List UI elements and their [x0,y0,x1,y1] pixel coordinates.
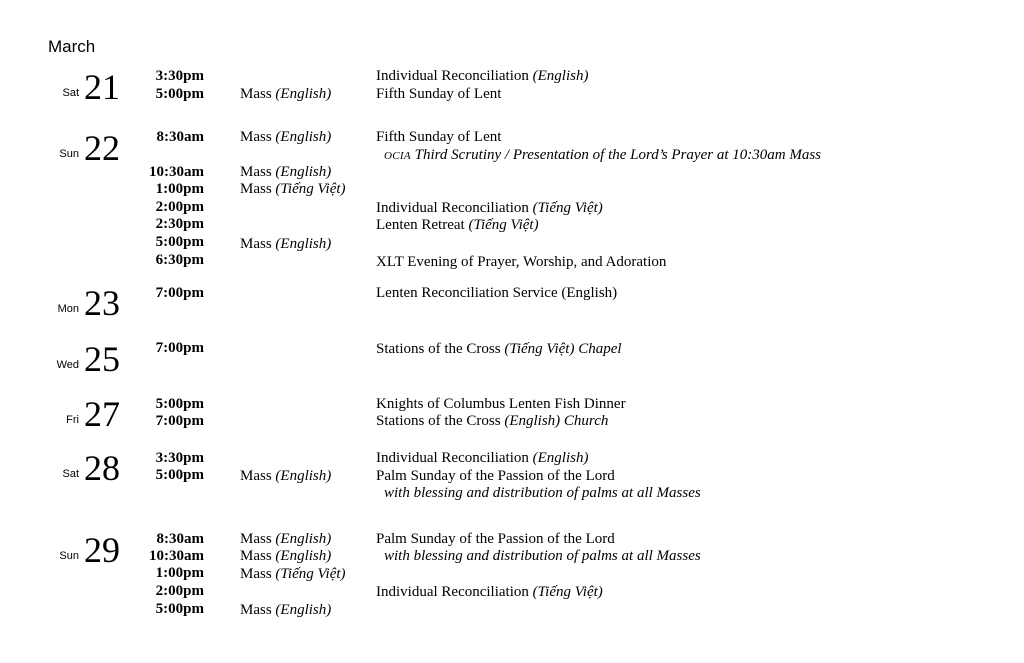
time: 3:30pm [155,68,204,84]
day-number: 21 [84,67,120,107]
mass-english: Mass (English) [240,602,332,618]
time: 2:00pm [155,199,204,215]
event-lenten-reconciliation-service: Lenten Reconciliation Service (English) [376,285,618,301]
event-kofc-fish-dinner: Knights of Columbus Lenten Fish Dinner [376,396,626,412]
mass-english: Mass (English) [240,236,332,252]
time: 7:00pm [155,285,204,301]
event-palm-sunday: Palm Sunday of the Passion of the Lord [376,468,615,484]
event-reconciliation: Individual Reconciliation (Tiếng Việt) [376,584,603,600]
day-number: 27 [84,394,120,434]
time: 10:30am [149,548,204,564]
mass-english: Mass (English) [240,86,332,102]
day-number: 22 [84,128,120,168]
day-number: 29 [84,530,120,570]
day-wed-25 [0,339,122,379]
day-of-week: Sun [59,148,79,160]
event-fifth-sunday: Fifth Sunday of Lent [376,129,502,145]
time: 6:30pm [155,252,204,268]
day-of-week: Wed [56,359,79,371]
day-number: 28 [84,448,120,488]
time: 5:00pm [155,601,204,617]
event-palms-note: with blessing and distribution of palms at all Masses [384,548,701,564]
time: 1:00pm [155,181,204,197]
mass-english: Mass (English) [240,531,332,547]
day-number: 23 [84,283,120,323]
time: 8:30am [156,531,204,547]
time: 5:00pm [155,86,204,102]
month-heading: March [48,37,96,56]
time: 1:00pm [155,565,204,581]
time: 3:30pm [155,450,204,466]
mass-english: Mass (English) [240,468,332,484]
time: 7:00pm [155,340,204,356]
event-stations-english: Stations of the Cross (English) Church [376,413,609,429]
event-reconciliation: Individual Reconciliation (Tiếng Việt) [376,200,603,216]
mass-english: Mass (English) [240,129,332,145]
day-of-week: Mon [57,303,79,315]
mass-vietnamese: Mass (Tiếng Việt) [240,181,346,197]
time: 10:30am [149,164,204,180]
event-reconciliation: Individual Reconciliation (English) [376,450,589,466]
time: 5:00pm [155,467,204,483]
day-fri-27 [0,394,122,434]
day-of-week: Sat [62,87,79,99]
time: 7:00pm [155,413,204,429]
day-sat-21 [0,67,122,107]
event-stations-vietnamese: Stations of the Cross (Tiếng Việt) Chapel [376,341,622,357]
time: 5:00pm [155,396,204,412]
day-sat-28 [0,448,122,488]
event-ocia-note: OCIA Third Scrutiny / Presentation of the Lord’s Prayer at 10:30am Mass [384,147,822,163]
time: 2:30pm [155,216,204,232]
mass-english: Mass (English) [240,548,332,564]
day-number: 25 [84,339,120,379]
mass-vietnamese: Mass (Tiếng Việt) [240,566,346,582]
day-sun-22 [0,128,122,168]
mass-english: Mass (English) [240,164,332,180]
event-palm-sunday: Palm Sunday of the Passion of the Lord [376,531,615,547]
event-lenten-retreat: Lenten Retreat (Tiếng Việt) [376,217,539,233]
day-of-week: Sun [59,550,79,562]
event-xlt: XLT Evening of Prayer, Worship, and Adoration [376,254,667,270]
day-sun-29 [0,530,122,570]
day-mon-23 [0,283,122,323]
event-fifth-sunday: Fifth Sunday of Lent [376,86,502,102]
event-palms-note: with blessing and distribution of palms at all Masses [384,485,701,501]
time: 8:30am [156,129,204,145]
event-reconciliation: Individual Reconciliation (English) [376,68,589,84]
time: 2:00pm [155,583,204,599]
day-of-week: Sat [62,468,79,480]
time: 5:00pm [155,234,204,250]
day-of-week: Fri [66,414,79,426]
